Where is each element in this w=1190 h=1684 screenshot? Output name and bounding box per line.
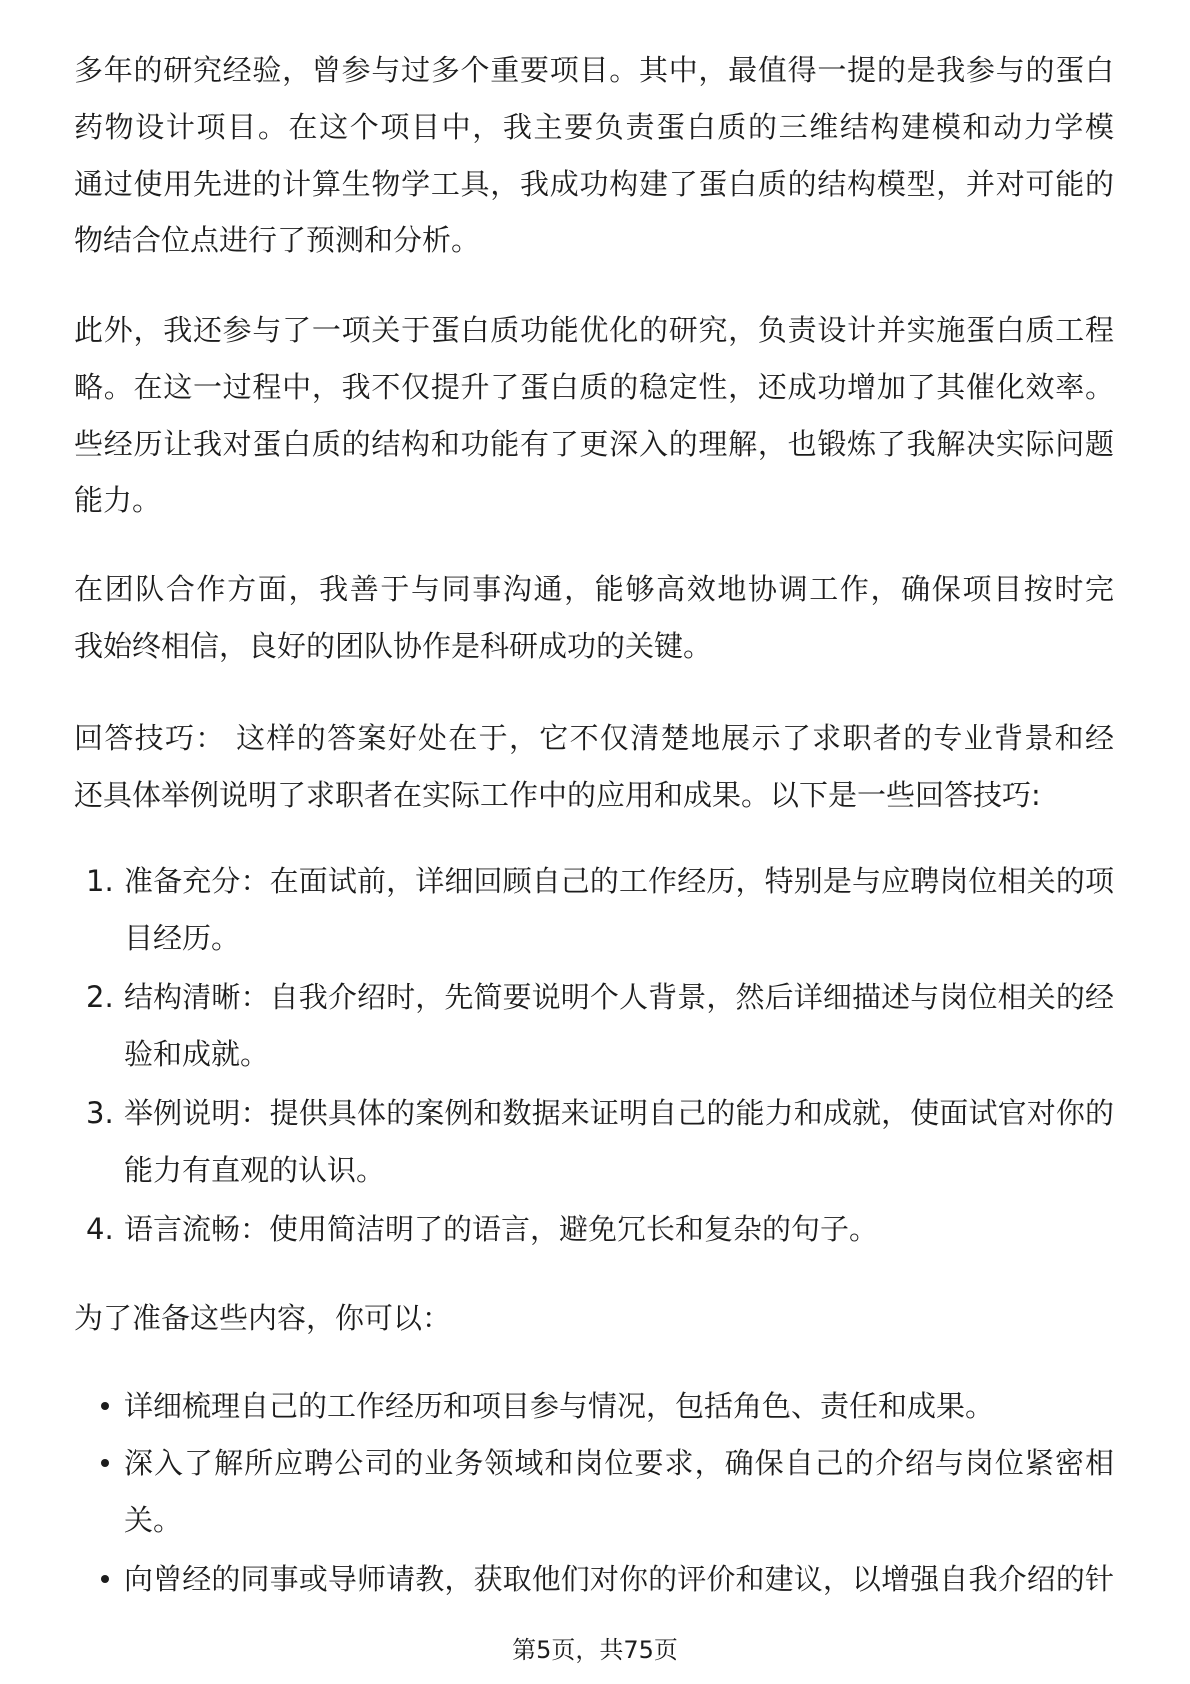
paragraph-protein-optimization (74, 302, 1114, 529)
paragraph-line: 药物设计项目。在这个项目中，我主要负责蛋白质的三维结构建模和动力学模 (74, 109, 1114, 144)
bullet-dot-icon (101, 1402, 109, 1410)
list-item-line: 准备充分：在面试前，详细回顾自己的工作经历，特别是与应聘岗位相关的项 (124, 864, 1114, 898)
paragraph-answer-tips (74, 710, 1114, 824)
list-number: 3. (86, 1096, 114, 1130)
paragraph-line: 为了准备这些内容，你可以： (74, 1301, 452, 1335)
list-number: 4. (86, 1212, 114, 1246)
numbered-list-item (86, 969, 1114, 1083)
bullet-list-item (124, 1378, 1114, 1435)
paragraph-research-experience (74, 42, 1114, 269)
paragraph-line: 略。在这一过程中，我不仅提升了蛋白质的稳定性，还成功增加了其催化效率。 (74, 369, 1114, 404)
list-number: 1. (86, 864, 114, 898)
paragraph-line: 能力。 (74, 483, 162, 518)
list-item-line: 能力有直观的认识。 (124, 1152, 386, 1187)
bullet-list-item (124, 1551, 1114, 1608)
paragraph-line: 在团队合作方面，我善于与同事沟通，能够高效地协调工作，确保项目按时完 (74, 572, 1114, 606)
paragraph-teamwork (74, 561, 1114, 675)
list-item-line: 验和成就。 (124, 1036, 270, 1071)
numbered-list-item (86, 853, 1114, 967)
paragraph-line: 物结合位点进行了预测和分析。 (74, 223, 481, 258)
list-number: 2. (86, 980, 114, 1014)
list-item-line: 举例说明：提供具体的案例和数据来证明自己的能力和成就，使面试官对你的 (124, 1096, 1114, 1130)
paragraph-line: 此外，我还参与了一项关于蛋白质功能优化的研究，负责设计并实施蛋白质工程 (74, 313, 1114, 347)
paragraph-line: 还具体举例说明了求职者在实际工作中的应用和成果。以下是一些回答技巧: (74, 777, 1041, 812)
paragraph-prep-intro (74, 1290, 1114, 1347)
list-item-line: 向曾经的同事或导师请教，获取他们对你的评价和建议，以增强自我介绍的针 (124, 1562, 1114, 1596)
list-item-line: 深入了解所应聘公司的业务领域和岗位要求，确保自己的介绍与岗位紧密相 (124, 1446, 1114, 1480)
list-item-line: 关。 (124, 1502, 183, 1537)
bullet-list-item (124, 1435, 1114, 1549)
page-number-footer: 第5页，共75页 (512, 1636, 678, 1664)
paragraph-line: 些经历让我对蛋白质的结构和功能有了更深入的理解，也锻炼了我解决实际问题 (74, 426, 1114, 461)
bullet-dot-icon (101, 1575, 109, 1583)
list-item-line: 详细梳理自己的工作经历和项目参与情况，包括角色、责任和成果。 (124, 1389, 995, 1423)
list-item-line: 语言流畅：使用简洁明了的语言，避免冗长和复杂的句子。 (124, 1212, 879, 1246)
list-item-line: 结构清晰：自我介绍时，先简要说明个人背景，然后详细描述与岗位相关的经 (124, 980, 1114, 1014)
list-item-line: 目经历。 (124, 920, 241, 955)
numbered-list-item (86, 1201, 1114, 1258)
paragraph-line: 回答技巧： 这样的答案好处在于，它不仅清楚地展示了求职者的专业背景和经 (74, 721, 1114, 755)
paragraph-line: 我始终相信，良好的团队协作是科研成功的关键。 (74, 628, 713, 663)
bullet-dot-icon (101, 1459, 109, 1467)
numbered-list-item (86, 1085, 1114, 1199)
paragraph-line: 多年的研究经验，曾参与过多个重要项目。其中，最值得一提的是我参与的蛋白 (74, 53, 1114, 87)
paragraph-line: 通过使用先进的计算生物学工具，我成功构建了蛋白质的结构模型，并对可能的 (74, 166, 1114, 201)
